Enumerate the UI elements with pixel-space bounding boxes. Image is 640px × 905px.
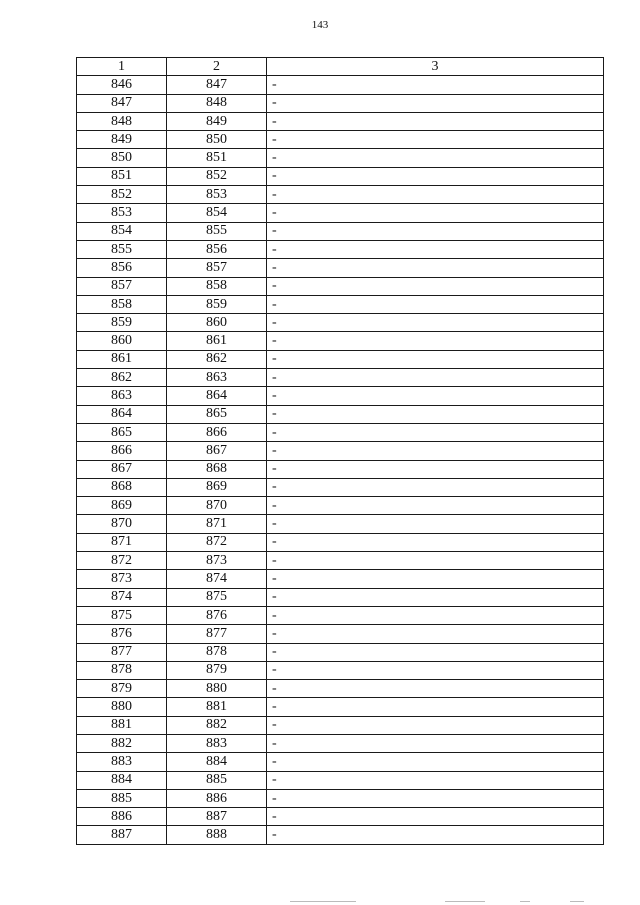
cell-column-3: -	[267, 533, 604, 551]
cell-column-1: 847	[77, 94, 167, 112]
cell-column-2: 887	[167, 808, 267, 826]
cell-column-2: 848	[167, 94, 267, 112]
cell-column-1: 867	[77, 460, 167, 478]
column-header-1: 1	[77, 58, 167, 76]
cell-column-2: 878	[167, 643, 267, 661]
cell-column-1: 884	[77, 771, 167, 789]
cell-column-2: 879	[167, 661, 267, 679]
table-row	[77, 442, 604, 460]
cell-column-1: 850	[77, 149, 167, 167]
table-row	[77, 369, 604, 387]
cell-column-1: 883	[77, 753, 167, 771]
cell-column-2: 870	[167, 497, 267, 515]
cell-column-1: 868	[77, 478, 167, 496]
cell-column-2: 855	[167, 222, 267, 240]
cell-column-3: -	[267, 753, 604, 771]
cell-column-1: 866	[77, 442, 167, 460]
cell-column-3: -	[267, 771, 604, 789]
cell-column-1: 875	[77, 606, 167, 624]
cell-column-2: 883	[167, 734, 267, 752]
cell-column-3: -	[267, 826, 604, 844]
cell-column-1: 878	[77, 661, 167, 679]
table-row	[77, 497, 604, 515]
cell-column-1: 864	[77, 405, 167, 423]
cell-column-1: 854	[77, 222, 167, 240]
cell-column-1: 882	[77, 734, 167, 752]
cell-column-2: 881	[167, 698, 267, 716]
cell-column-3: -	[267, 240, 604, 258]
cell-column-2: 865	[167, 405, 267, 423]
cell-column-1: 860	[77, 332, 167, 350]
cell-column-3: -	[267, 808, 604, 826]
table-row	[77, 826, 604, 844]
table-row	[77, 460, 604, 478]
page-number: 143	[311, 19, 329, 31]
cell-column-3: -	[267, 405, 604, 423]
table-row	[77, 167, 604, 185]
cell-column-1: 846	[77, 76, 167, 94]
cell-column-3: -	[267, 497, 604, 515]
cell-column-2: 853	[167, 186, 267, 204]
table-row	[77, 94, 604, 112]
cell-column-2: 861	[167, 332, 267, 350]
table-row	[77, 332, 604, 350]
cell-column-2: 867	[167, 442, 267, 460]
cell-column-2: 880	[167, 680, 267, 698]
scan-artifact-marks	[0, 901, 640, 905]
table-row	[77, 552, 604, 570]
cell-column-2: 863	[167, 369, 267, 387]
table-row	[77, 204, 604, 222]
cell-column-1: 880	[77, 698, 167, 716]
table-row	[77, 240, 604, 258]
table-row	[77, 680, 604, 698]
table-row	[77, 314, 604, 332]
cell-column-3: -	[267, 734, 604, 752]
table-row	[77, 387, 604, 405]
cell-column-2: 888	[167, 826, 267, 844]
table-row	[77, 478, 604, 496]
cell-column-3: -	[267, 643, 604, 661]
cell-column-2: 857	[167, 259, 267, 277]
cell-column-3: -	[267, 149, 604, 167]
table-row	[77, 259, 604, 277]
cell-column-3: -	[267, 350, 604, 368]
cell-column-1: 853	[77, 204, 167, 222]
cell-column-1: 861	[77, 350, 167, 368]
cell-column-2: 850	[167, 131, 267, 149]
table-row	[77, 76, 604, 94]
table-row	[77, 716, 604, 734]
cell-column-3: -	[267, 222, 604, 240]
cell-column-2: 862	[167, 350, 267, 368]
table-row	[77, 643, 604, 661]
cell-column-3: -	[267, 167, 604, 185]
table-row	[77, 698, 604, 716]
table-row	[77, 570, 604, 588]
cell-column-2: 872	[167, 533, 267, 551]
column-header-2: 2	[167, 58, 267, 76]
table-row	[77, 533, 604, 551]
cell-column-3: -	[267, 76, 604, 94]
cell-column-1: 856	[77, 259, 167, 277]
table-row	[77, 625, 604, 643]
data-table	[76, 57, 604, 845]
cell-column-1: 862	[77, 369, 167, 387]
table-row	[77, 222, 604, 240]
cell-column-3: -	[267, 186, 604, 204]
cell-column-1: 887	[77, 826, 167, 844]
cell-column-3: -	[267, 332, 604, 350]
table-row	[77, 149, 604, 167]
cell-column-2: 885	[167, 771, 267, 789]
table-row	[77, 753, 604, 771]
table-row	[77, 423, 604, 441]
cell-column-1: 849	[77, 131, 167, 149]
cell-column-1: 859	[77, 314, 167, 332]
cell-column-2: 886	[167, 789, 267, 807]
cell-column-3: -	[267, 570, 604, 588]
cell-column-3: -	[267, 698, 604, 716]
cell-column-3: -	[267, 94, 604, 112]
cell-column-1: 885	[77, 789, 167, 807]
cell-column-1: 879	[77, 680, 167, 698]
cell-column-2: 854	[167, 204, 267, 222]
cell-column-3: -	[267, 680, 604, 698]
cell-column-1: 876	[77, 625, 167, 643]
cell-column-1: 869	[77, 497, 167, 515]
table-row	[77, 808, 604, 826]
cell-column-2: 849	[167, 112, 267, 130]
cell-column-2: 884	[167, 753, 267, 771]
cell-column-3: -	[267, 625, 604, 643]
cell-column-2: 866	[167, 423, 267, 441]
cell-column-1: 872	[77, 552, 167, 570]
table-row	[77, 771, 604, 789]
cell-column-1: 848	[77, 112, 167, 130]
cell-column-1: 858	[77, 295, 167, 313]
cell-column-3: -	[267, 204, 604, 222]
table-row	[77, 515, 604, 533]
table-header-row	[77, 58, 604, 76]
cell-column-1: 863	[77, 387, 167, 405]
table-body	[77, 76, 604, 844]
cell-column-2: 868	[167, 460, 267, 478]
cell-column-2: 859	[167, 295, 267, 313]
cell-column-2: 856	[167, 240, 267, 258]
cell-column-1: 871	[77, 533, 167, 551]
cell-column-3: -	[267, 259, 604, 277]
cell-column-3: -	[267, 460, 604, 478]
table-row	[77, 661, 604, 679]
table-row	[77, 606, 604, 624]
cell-column-2: 875	[167, 588, 267, 606]
column-header-3: 3	[267, 58, 604, 76]
cell-column-3: -	[267, 588, 604, 606]
cell-column-3: -	[267, 295, 604, 313]
cell-column-2: 858	[167, 277, 267, 295]
cell-column-2: 869	[167, 478, 267, 496]
cell-column-2: 847	[167, 76, 267, 94]
table-row	[77, 112, 604, 130]
cell-column-3: -	[267, 478, 604, 496]
cell-column-1: 886	[77, 808, 167, 826]
cell-column-3: -	[267, 112, 604, 130]
table-row	[77, 186, 604, 204]
cell-column-2: 871	[167, 515, 267, 533]
cell-column-1: 852	[77, 186, 167, 204]
cell-column-2: 874	[167, 570, 267, 588]
cell-column-1: 857	[77, 277, 167, 295]
table-row	[77, 131, 604, 149]
cell-column-2: 882	[167, 716, 267, 734]
table-row	[77, 277, 604, 295]
cell-column-3: -	[267, 716, 604, 734]
cell-column-2: 852	[167, 167, 267, 185]
table-row	[77, 295, 604, 313]
cell-column-1: 851	[77, 167, 167, 185]
cell-column-1: 873	[77, 570, 167, 588]
cell-column-3: -	[267, 789, 604, 807]
cell-column-3: -	[267, 606, 604, 624]
cell-column-2: 864	[167, 387, 267, 405]
cell-column-2: 873	[167, 552, 267, 570]
cell-column-3: -	[267, 387, 604, 405]
table-row	[77, 588, 604, 606]
cell-column-3: -	[267, 442, 604, 460]
cell-column-1: 881	[77, 716, 167, 734]
cell-column-1: 865	[77, 423, 167, 441]
cell-column-3: -	[267, 314, 604, 332]
table-row	[77, 789, 604, 807]
cell-column-2: 860	[167, 314, 267, 332]
cell-column-1: 855	[77, 240, 167, 258]
cell-column-1: 870	[77, 515, 167, 533]
cell-column-3: -	[267, 277, 604, 295]
cell-column-2: 876	[167, 606, 267, 624]
table-row	[77, 734, 604, 752]
table-row	[77, 350, 604, 368]
cell-column-3: -	[267, 369, 604, 387]
cell-column-2: 877	[167, 625, 267, 643]
cell-column-1: 874	[77, 588, 167, 606]
cell-column-3: -	[267, 423, 604, 441]
cell-column-3: -	[267, 131, 604, 149]
cell-column-2: 851	[167, 149, 267, 167]
cell-column-3: -	[267, 515, 604, 533]
cell-column-1: 877	[77, 643, 167, 661]
cell-column-3: -	[267, 661, 604, 679]
cell-column-3: -	[267, 552, 604, 570]
table-row	[77, 405, 604, 423]
